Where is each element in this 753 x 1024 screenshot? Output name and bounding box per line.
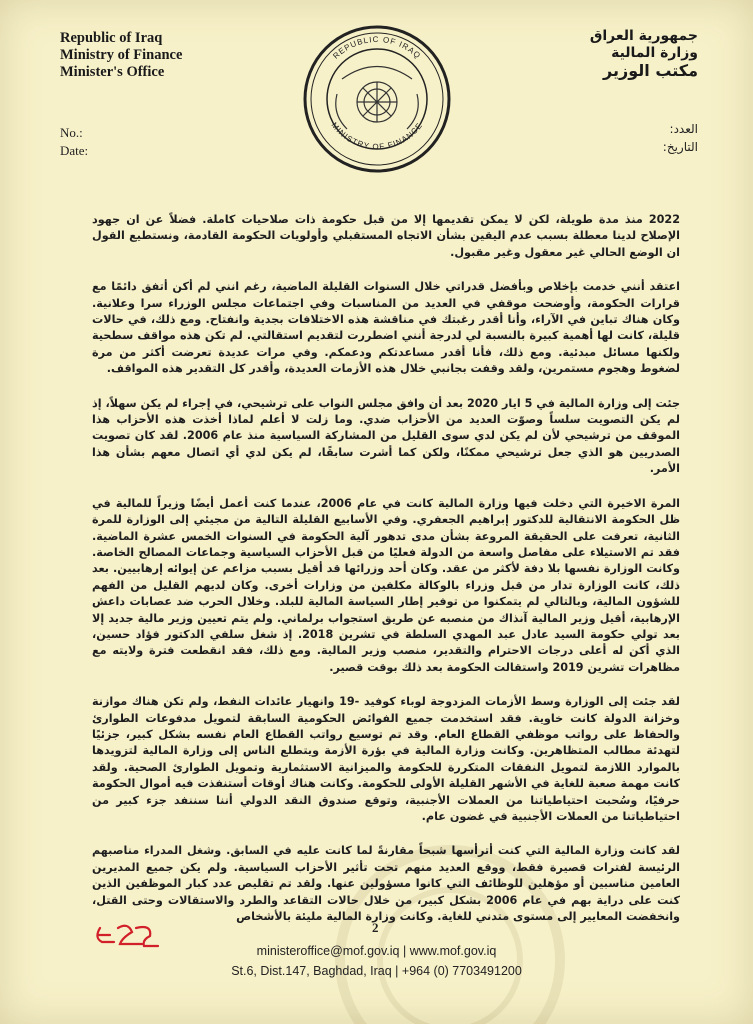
reference-fields-en: [60, 124, 88, 160]
header-ministry-ar: وزارة المالية: [611, 45, 698, 61]
date-label: Date:: [60, 143, 89, 158]
header-country: Republic of Iraq: [60, 30, 163, 46]
paragraph: المرة الاخيرة التي دخلت فيها وزارة المالية كانت في عام 2006، عندما كنت أعمل أيضًا وزيراً للمالية في ظل الحكومة الانتقالية للدكتور إبراهيم الجعفري. وفي الأسابيع القليلة التالية من مجيئي إلى الوزارة للمرة الثانية، تعرفت على الحقيقة المروعة بشأن مدى تدهور آلية الحكومة في السنوات الخمس عشرة الماضية. فقد تم الاستيلاء على مفاصل واسعة من الدولة فعليًا من قبل الأحزاب السياسية وجماعات المصالح الخاصة. وكانت الوزارة نفسها بلا دفة لأكثر من عقد. وكان أحد وزرائها قد أقيل بسبب مزاعم عن إيوائه إرهابيين. بعد ذلك، كانت الوزارة تدار من قبل وزراء بالوكالة مكلفين من وزارات أخرى. وكان لديهم القليل من الفهم للشؤون المالية، وبالتالي لم يتمكنوا من توفير إطار السياسة المالية للبلد. وخلال الحرب ضد عصابات داعش الإرهابية، أقيل وزير المالية آنذاك من منصبه عن طريق استجواب برلماني. ولم يتم تعيين وزير مالية جديد إلا بعد تولي حكومة السيد عادل عبد المهدي السلطة في تشرين 2018. إذ شغل سلفي الدكتور فؤاد حسين، الذي أكن له أعلى درجات الاحترام والتقدير، منصب وزير المالية. ومع ذلك، فقد انقطعت فترة ولايته مع مظاهرات تشرين 2019 واستقالت الحكومة بعد ذلك بوقت قصير.: [92, 496, 680, 674]
header-country-ar: جمهورية العراق: [589, 28, 698, 44]
ministry-seal-icon: [302, 24, 452, 174]
letter-body: [92, 212, 680, 943]
number-label: No.:: [60, 125, 83, 140]
svg-text:REPUBLIC OF IRAQ: [331, 35, 422, 61]
header-ministry: Ministry of Finance: [60, 47, 183, 63]
paragraph: لقد كانت وزارة المالية التي كنت أترأسها شبحاً مقارنةً لما كانت عليه في السابق. وشغل المدراء مناصبهم الرئيسة لفترات قصيرة فقط، ووقع العديد منهم تحت تأثير الأحزاب السياسية. ولم يكن جميع المديرين العامين مناسبين أو مؤهلين للوظائف التي كانوا مسؤولين عنها. ولقد تم تقليص عدد كبار الموظفين الذين كنت على دراية بهم في عام 2006 بشكل كبير، من خلال حالات التقاعد والطرد والاستقالات وحتى القتل، وانخفضت المعايير إلى مستوى متدني للغاية. وكانت وزارة المالية مليئة بالأشخاص: [92, 844, 680, 924]
paragraph: لقد جئت إلى الوزارة وسط الأزمات المزدوجة لوباء كوفيد -19 وانهيار عائدات النفط، ولم تكن هناك موازنة وخزانة الدولة كانت خاوية. فقد استخدمت جميع الفوائض الحكومية السابقة لتمويل مدفوعات الطوارئ والحفاظ على رواتب موظفي القطاع العام. وقد تم توسيع رواتب القطاع العام نفسه بشكل كبير، جزئيًا لتهدئة مطالب المتظاهرين. وكانت وزارة المالية في بؤرة الأزمة ويتطلع الناس إلى وزارة المالية لتزويدها بالموارد اللازمة لتمويل النفقات المتكررة للحكومة والميزانية الاستثمارية وتمويل الطوارئ الصحية. ولقد كانت مهمة صعبة للغاية في الأشهر القليلة الأولى للحكومة. وكانت هناك أوقات أستنفذت فيه أموال الحكومة حرفيًا، وسُحبت احتياطياتنا من العملات الأجنبية، وتوقع صندوق النقد الدولي أننا سننفد جزء كبير من احتياطياتنا من العملات الأجنبية في غضون عام.: [92, 695, 680, 823]
paragraph: اعتقد أنني خدمت بإخلاص وبأفضل قدراتي خلال السنوات القليلة الماضية، رغم انني لم أكن أتفق دائمًا مع قرارات الحكومة، وأوضحت موقفي في العديد من المناسبات وفي اجتماعات مجلس الوزراء سرا وعلانية. وكان هناك تباين في الآراء، وأنا أقدر رغبتك في مناقشة هذه الاختلافات بجدية وانفتاح. ومع ذلك، في حالات قليلة، كانت لها أهمية كبيرة بالنسبة لي لدرجة أنني اضطررت لتقديم استقالتي. لم تكن هذه مواقف سطحية ولكنها مسائل مبدئية. ومع ذلك، فأنا أقدر مساعدتكم ودعمكم. وفي مرات عديدة تعرضت أكثر من مرة لضغوط وهجوم مستمرين، ولقد وقفت بجانبي خلال هذه الأزمات العديدة، وأقدر كل التقدير هذه المواقف.: [92, 280, 680, 376]
seal-ring-text-top: REPUBLIC OF IRAQ: [331, 34, 423, 61]
header-english: [60, 30, 182, 81]
date-label-ar: التاريخ:: [662, 140, 698, 154]
footer-contact: ministeroffice@mof.gov.iq | www.mof.gov.iq: [256, 944, 497, 958]
header-arabic: [590, 28, 698, 79]
page-number: 2: [372, 920, 379, 935]
header-office-ar: مكتب الوزير: [603, 61, 698, 80]
paragraph: جئت إلى وزارة المالية في 5 ايار 2020 بعد أن وافق مجلس النواب على ترشيحي، في إجراء لم يكن سهلاً، إذ لم يكن التصويت سلساً وصوّت العديد من الأحزاب ضدي. وما زلت لا أعلم لماذا أخذت هذه الأحزاب هذا الموقف من ترشيحي لأن لم يكن لدي سوى القليل من المشاركة السياسية منذ عام 2006. لقد كان تصويت الصدريين هو الذي جعل ترشيحي ممكنًا، ولكن كما أشرت سابقًا، لم يكن لدي أي اتصال معهم بشأن هذا الأمر.: [92, 396, 681, 476]
seal-ring-text: MINISTRY OF FINANCE: [329, 120, 425, 152]
reference-fields-ar: [663, 120, 698, 156]
number-label-ar: العدد:: [669, 122, 698, 136]
footer-address: St.6, Dist.147, Baghdad, Iraq | +964 (0) 7703491200: [231, 964, 522, 978]
header-office: Minister's Office: [60, 64, 165, 80]
paragraph: 2022 منذ مدة طويلة، لكن لا يمكن تقديمها إلا من قبل حكومة ذات صلاحيات كاملة. فضلاً عن ان جهود الإصلاح لدينا معطلة بسبب عدم اليقين بشأن الاتجاه المستقبلي وأولويات الحكومة القادمة، ونستطيع القول ان الوضع الحالي غير معقول وغير مقبول.: [92, 213, 680, 259]
